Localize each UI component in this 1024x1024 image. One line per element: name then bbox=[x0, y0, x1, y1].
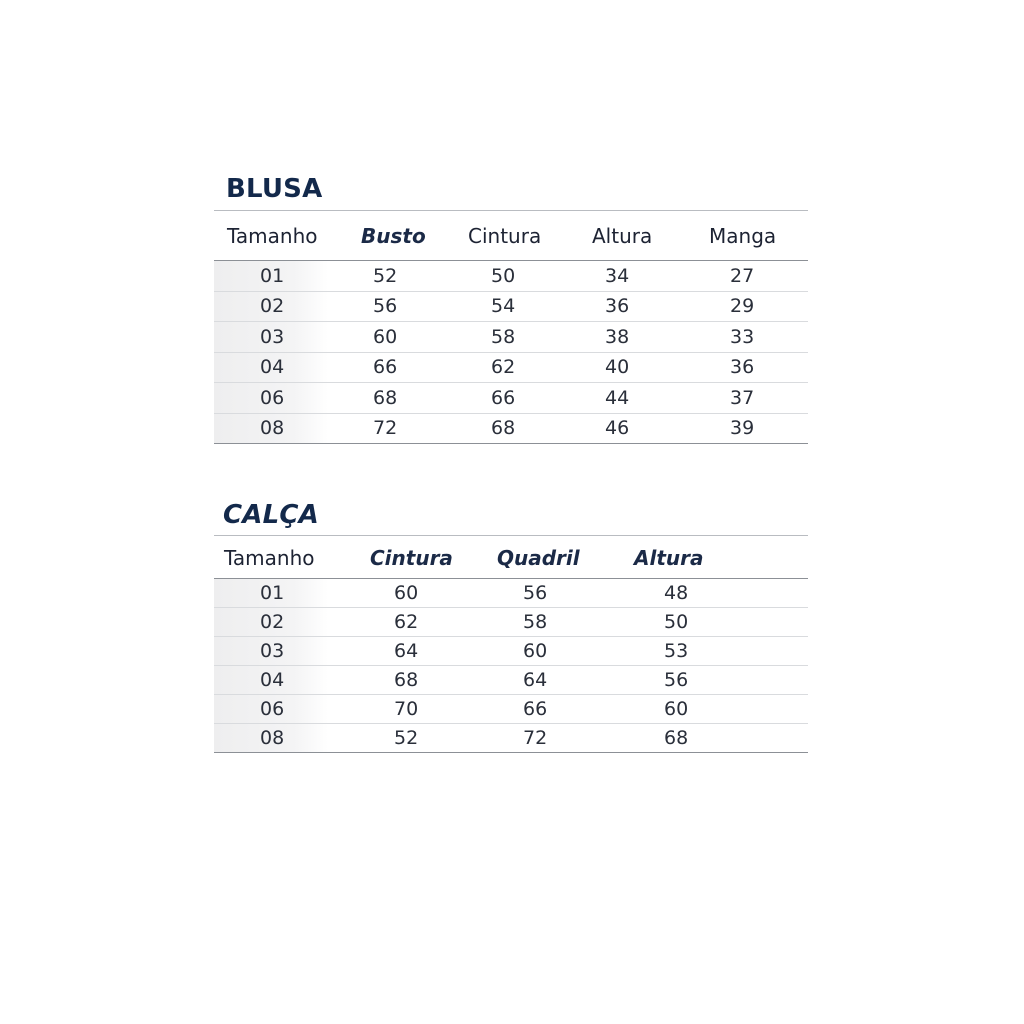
measurement-cell: 53 bbox=[586, 637, 808, 666]
size-cell: 01 bbox=[214, 261, 328, 292]
measurement-cell: 60 bbox=[456, 637, 586, 666]
measurement-cell: 58 bbox=[456, 608, 586, 637]
measurement-cell: 60 bbox=[328, 322, 448, 353]
measurement-cell: 46 bbox=[566, 413, 686, 444]
measurement-cell: 56 bbox=[586, 666, 808, 695]
calca-title: CALÇA bbox=[223, 500, 319, 530]
blusa-title: BLUSA bbox=[226, 174, 323, 204]
calca-header-quadril: Quadril bbox=[456, 537, 586, 579]
table-row bbox=[214, 608, 808, 637]
size-cell: 02 bbox=[214, 291, 328, 322]
size-cell: 01 bbox=[214, 579, 328, 608]
size-cell: 08 bbox=[214, 724, 328, 753]
table-row bbox=[214, 352, 808, 383]
measurement-cell: 56 bbox=[328, 291, 448, 322]
measurement-cell: 40 bbox=[566, 352, 686, 383]
measurement-cell: 60 bbox=[328, 579, 456, 608]
measurement-cell: 52 bbox=[328, 261, 448, 292]
table-row bbox=[214, 413, 808, 444]
size-cell: 02 bbox=[214, 608, 328, 637]
measurement-cell: 36 bbox=[566, 291, 686, 322]
measurement-cell: 52 bbox=[328, 724, 456, 753]
table-row bbox=[214, 579, 808, 608]
measurement-cell: 66 bbox=[448, 383, 566, 414]
measurement-cell: 54 bbox=[448, 291, 566, 322]
size-cell: 03 bbox=[214, 637, 328, 666]
size-cell: 06 bbox=[214, 383, 328, 414]
table-row bbox=[214, 322, 808, 353]
calca-size-table bbox=[214, 537, 808, 753]
blusa-top-rule bbox=[214, 210, 808, 211]
measurement-cell: 34 bbox=[566, 261, 686, 292]
blusa-header-busto: Busto bbox=[328, 212, 448, 261]
table-row bbox=[214, 261, 808, 292]
measurement-cell: 56 bbox=[456, 579, 586, 608]
size-cell: 03 bbox=[214, 322, 328, 353]
measurement-cell: 72 bbox=[328, 413, 448, 444]
measurement-cell: 50 bbox=[448, 261, 566, 292]
blusa-header-cintura: Cintura bbox=[448, 212, 566, 261]
calca-top-rule bbox=[214, 535, 808, 536]
measurement-cell: 64 bbox=[456, 666, 586, 695]
measurement-cell: 62 bbox=[448, 352, 566, 383]
measurement-cell: 37 bbox=[686, 383, 808, 414]
measurement-cell: 70 bbox=[328, 695, 456, 724]
calca-header-altura: Altura bbox=[586, 537, 808, 579]
measurement-cell: 68 bbox=[328, 666, 456, 695]
measurement-cell: 60 bbox=[586, 695, 808, 724]
calca-header-cintura: Cintura bbox=[328, 537, 456, 579]
blusa-header-row bbox=[214, 212, 808, 261]
blusa-header-altura: Altura bbox=[566, 212, 686, 261]
size-cell: 04 bbox=[214, 352, 328, 383]
measurement-cell: 64 bbox=[328, 637, 456, 666]
table-row bbox=[214, 666, 808, 695]
measurement-cell: 50 bbox=[586, 608, 808, 637]
calca-header-tamanho: Tamanho bbox=[214, 537, 328, 579]
size-cell: 06 bbox=[214, 695, 328, 724]
table-row bbox=[214, 637, 808, 666]
measurement-cell: 66 bbox=[328, 352, 448, 383]
measurement-cell: 27 bbox=[686, 261, 808, 292]
measurement-cell: 29 bbox=[686, 291, 808, 322]
blusa-size-table bbox=[214, 212, 808, 444]
size-cell: 08 bbox=[214, 413, 328, 444]
measurement-cell: 68 bbox=[586, 724, 808, 753]
calca-header-row bbox=[214, 537, 808, 579]
measurement-cell: 68 bbox=[448, 413, 566, 444]
measurement-cell: 33 bbox=[686, 322, 808, 353]
table-row bbox=[214, 383, 808, 414]
table-row bbox=[214, 291, 808, 322]
measurement-cell: 68 bbox=[328, 383, 448, 414]
table-row bbox=[214, 695, 808, 724]
measurement-cell: 72 bbox=[456, 724, 586, 753]
blusa-header-tamanho: Tamanho bbox=[214, 212, 328, 261]
measurement-cell: 36 bbox=[686, 352, 808, 383]
measurement-cell: 58 bbox=[448, 322, 566, 353]
measurement-cell: 44 bbox=[566, 383, 686, 414]
measurement-cell: 48 bbox=[586, 579, 808, 608]
blusa-header-manga: Manga bbox=[686, 212, 808, 261]
measurement-cell: 39 bbox=[686, 413, 808, 444]
table-row bbox=[214, 724, 808, 753]
size-cell: 04 bbox=[214, 666, 328, 695]
measurement-cell: 38 bbox=[566, 322, 686, 353]
measurement-cell: 62 bbox=[328, 608, 456, 637]
measurement-cell: 66 bbox=[456, 695, 586, 724]
